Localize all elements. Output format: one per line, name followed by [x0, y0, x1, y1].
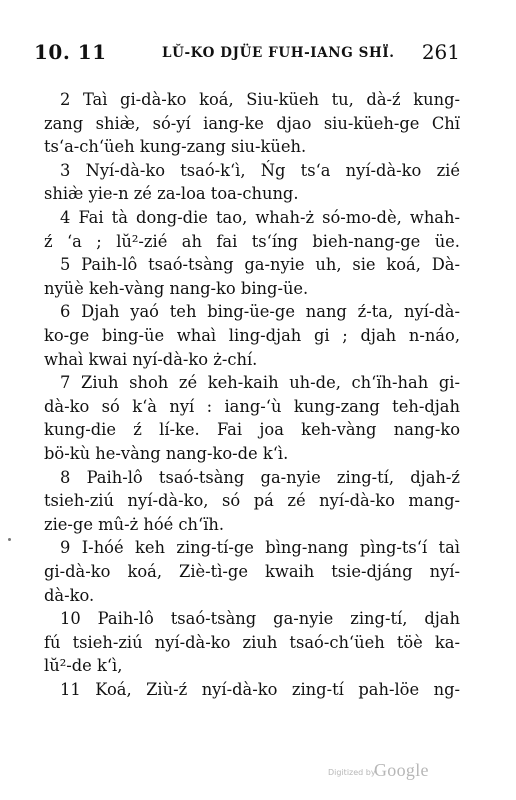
text-line: 7 Ziuh shoh zé keh-kaih uh-de, ch‘ïh-hah gi- — [60, 373, 460, 393]
text-line: 6 Djah yaó teh bing-üe-ge nang ź-ta, nyí-dà- — [60, 302, 460, 322]
text-line: gi-dà-ko koá, Ziè-tì-ge kwaih tsie-djáng nyí- — [44, 562, 460, 581]
text-line: kung-die ź lí-ke. Fai joa keh-vàng nang-ko — [44, 420, 460, 440]
text-line: nyüè keh-vàng nang-ko bing-üe. — [44, 278, 309, 298]
text-line: 5 Paih-lô tsaó-tsàng ga-nyie uh, sie koá, Dà- — [60, 255, 460, 275]
running-head — [34, 40, 460, 66]
text-line: ts‘a-ch‘üeh kung-zang siu-küeh. — [44, 137, 307, 157]
chapter-verse-reference: 10. 11 — [34, 40, 107, 64]
digitized-watermark — [328, 760, 440, 782]
text-line: 11 Koá, Ziù-ź nyí-dà-ko zing-tí pah-löe ng- — [60, 680, 460, 699]
scan-speck — [8, 538, 11, 541]
text-line: tsieh-ziú nyí-dà-ko, só pá zé nyí-dà-ko mang- — [44, 491, 460, 511]
text-line: shiæ̀ yie-n zé za-loa toa-chung. — [44, 184, 299, 204]
text-line: bö-kù he-vàng nang-ko-de k‘ì. — [44, 444, 289, 463]
text-line: dà-ko. — [44, 585, 95, 605]
text-line: ź ‘a ; lŭ²-zié ah fai ts‘íng bieh-nang-ge üe. — [44, 231, 460, 251]
text-line: 10 Paih-lô tsaó-tsàng ga-nyie zing-tí, djah — [60, 609, 460, 629]
text-line: 8 Paih-lô tsaó-tsàng ga-nyie zing-tí, djah-ź — [60, 467, 460, 487]
text-line: 4 Fai tà dong-die tao, whah-ż só-mo-dè, whah- — [60, 208, 460, 227]
book-title-header: LŬ-KO DJÜE FUH-IANG SHÏ. — [162, 45, 395, 61]
text-line: whaì kwai nyí-dà-ko ż-chí. — [44, 349, 258, 369]
text-line: 3 Nyí-dà-ko tsaó-k‘ì, Ńg ts‘a nyí-dà-ko zié — [60, 160, 460, 180]
page-number: 261 — [421, 40, 460, 64]
text-line: ko-ge bing-üe whaì ling-djah gi ; djah n-náo, — [44, 326, 460, 345]
watermark-prefix: Digitized by — [328, 768, 376, 777]
text-line: 9 I-hóé keh zing-tí-ge bìng-nang pìng-ts‘í taì — [60, 538, 460, 558]
text-line: fú tsieh-ziú nyí-dà-ko ziuh tsaó-ch‘üeh töè ka- — [44, 632, 460, 652]
text-line: 2 Taì gi-dà-ko koá, Siu-küeh tu, dà-ź kung- — [60, 90, 460, 109]
google-logo: Google — [374, 760, 429, 780]
text-line: zang shiæ̀, só-yí iang-ke djao siu-küeh-ge Chï — [44, 113, 460, 133]
text-line: lŭ²-de k‘ì, — [44, 656, 123, 676]
text-line: dà-ko só k‘à nyí : iang-‘ù kung-zang teh-djah — [44, 396, 460, 416]
text-line: zie-ge mû-ż hóé ch‘ïh. — [44, 514, 225, 534]
